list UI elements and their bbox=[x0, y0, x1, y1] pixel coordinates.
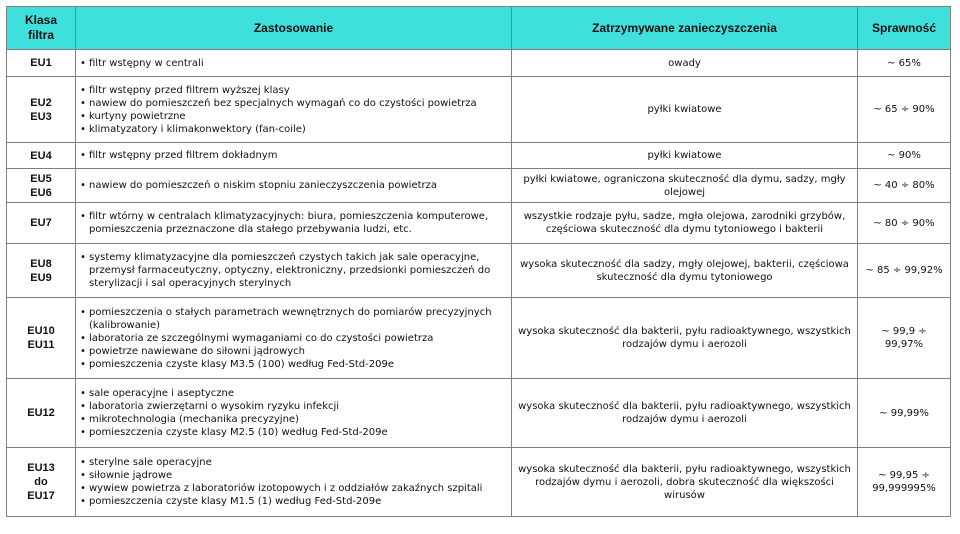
header-zastosowanie: Zastosowanie bbox=[76, 7, 512, 50]
pollutants-cell: pyłki kwiatowe bbox=[512, 143, 858, 169]
filter-class-label: EU5 bbox=[30, 172, 52, 185]
application-item: • powietrze nawiewane do siłowni jądrowych bbox=[79, 345, 508, 358]
filter-class-cell bbox=[7, 203, 76, 244]
pollutants-cell: wysoka skuteczność dla bakterii, pyłu radioaktywnego, wszystkich rodzajów dymu i aerozoli, dobra skuteczność dla większości wirusów bbox=[512, 448, 858, 517]
filter-class-label: EU10 bbox=[27, 325, 55, 337]
application-item: • filtr wstępny przed filtrem wyższej klasy bbox=[79, 84, 508, 97]
application-item: • pomieszczenia czyste klasy M1.5 (1) według Fed-Std-209e bbox=[79, 495, 508, 508]
filter-class-label: EU3 bbox=[30, 110, 52, 123]
application-item: • laboratoria zwierzętarni o wysokim ryzyku infekcji bbox=[79, 400, 508, 413]
filter-class-label: EU8 bbox=[30, 257, 52, 270]
table-row bbox=[7, 203, 951, 244]
filter-class-cell bbox=[7, 448, 76, 517]
application-list bbox=[79, 179, 508, 192]
filter-class-cell bbox=[7, 298, 76, 379]
efficiency-cell: ~ 85 ÷ 99,92% bbox=[858, 244, 951, 298]
table-row bbox=[7, 448, 951, 517]
application-list bbox=[79, 456, 508, 508]
filter-class-cell bbox=[7, 379, 76, 448]
application-item: • sale operacyjne i aseptyczne bbox=[79, 387, 508, 400]
application-item: • wywiew powietrza z laboratoriów izotopowych i z oddziałów zakaźnych szpitali bbox=[79, 482, 508, 495]
filter-class-label: EU17 bbox=[27, 490, 55, 502]
application-item: • filtr wstępny przed filtrem dokładnym bbox=[79, 149, 508, 162]
efficiency-cell: ~ 65% bbox=[858, 50, 951, 77]
header-zanieczyszczenia: Zatrzymywane zanieczyszczenia bbox=[512, 7, 858, 50]
filter-class-table bbox=[6, 6, 951, 517]
application-item: • mikrotechnologia (mechanika precyzyjne) bbox=[79, 413, 508, 426]
filter-class-label: EU6 bbox=[30, 186, 52, 199]
application-item: • laboratoria ze szczególnymi wymaganiami co do czystości powietrza bbox=[79, 332, 508, 345]
efficiency-cell: ~ 99,99% bbox=[858, 379, 951, 448]
application-list bbox=[79, 57, 508, 70]
filter-class-label: EU7 bbox=[30, 217, 52, 229]
pollutants-cell: wszystkie rodzaje pyłu, sadze, mgła olejowa, zarodniki grzybów, częściowa skuteczność dla dymu tytoniowego i bakterii bbox=[512, 203, 858, 244]
table-row bbox=[7, 379, 951, 448]
application-item: • sterylne sale operacyjne bbox=[79, 456, 508, 469]
header-klasa-line: Klasa bbox=[24, 13, 58, 27]
efficiency-cell: ~ 90% bbox=[858, 143, 951, 169]
pollutants-cell: wysoka skuteczność dla bakterii, pyłu radioaktywnego, wszystkich rodzajów dymu i aerozoli bbox=[512, 379, 858, 448]
application-cell bbox=[76, 169, 512, 203]
filter-class-label: EU11 bbox=[27, 339, 55, 351]
application-cell bbox=[76, 50, 512, 77]
table-row bbox=[7, 77, 951, 143]
application-cell bbox=[76, 77, 512, 143]
application-item: • systemy klimatyzacyjne dla pomieszczeń czystych takich jak sale operacyjne, przemysł farmaceutyczny, optyczny, elektroniczny, przedsionki pomieszczeń do sterylizacji i sal operacyjnych sterylnych bbox=[79, 251, 508, 290]
pollutants-cell: wysoka skuteczność dla sadzy, mgły olejowej, bakterii, częściowa skuteczność dla dymu tytoniowego bbox=[512, 244, 858, 298]
application-item: • pomieszczenia o stałych parametrach wewnętrznych do pomiarów precyzyjnych (kalibrowanie) bbox=[79, 306, 508, 332]
efficiency-cell: ~ 80 ÷ 90% bbox=[858, 203, 951, 244]
header-klasa-line: filtra bbox=[27, 28, 54, 42]
application-item: • siłownie jądrowe bbox=[79, 469, 508, 482]
application-cell bbox=[76, 448, 512, 517]
filter-class-label: EU12 bbox=[27, 407, 55, 419]
application-item: • nawiew do pomieszczeń bez specjalnych wymagań co do czystości powietrza bbox=[79, 97, 508, 110]
filter-class-label: do bbox=[34, 476, 48, 488]
filter-class-cell bbox=[7, 77, 76, 143]
application-item: • filtr wstępny w centrali bbox=[79, 57, 508, 70]
pollutants-cell: pyłki kwiatowe, ograniczona skuteczność dla dymu, sadzy, mgły olejowej bbox=[512, 169, 858, 203]
application-list bbox=[79, 210, 508, 236]
efficiency-cell: ~ 65 ÷ 90% bbox=[858, 77, 951, 143]
filter-class-label: EU4 bbox=[30, 149, 52, 162]
efficiency-cell: ~ 40 ÷ 80% bbox=[858, 169, 951, 203]
filter-class-label: EU13 bbox=[27, 462, 55, 474]
application-item: • klimatyzatory i klimakonwektory (fan-coile) bbox=[79, 123, 508, 136]
table-row bbox=[7, 169, 951, 203]
application-list bbox=[79, 306, 508, 371]
pollutants-cell: wysoka skuteczność dla bakterii, pyłu radioaktywnego, wszystkich rodzajów dymu i aerozoli bbox=[512, 298, 858, 379]
application-item: • kurtyny powietrzne bbox=[79, 110, 508, 123]
application-item: • pomieszczenia czyste klasy M3.5 (100) według Fed-Std-209e bbox=[79, 358, 508, 371]
header-row bbox=[7, 7, 951, 50]
application-cell bbox=[76, 379, 512, 448]
table-row bbox=[7, 298, 951, 379]
filter-class-cell bbox=[7, 143, 76, 169]
filter-class-label: EU1 bbox=[30, 57, 52, 69]
application-cell bbox=[76, 203, 512, 244]
filter-class-cell bbox=[7, 244, 76, 298]
filter-class-label: EU2 bbox=[30, 96, 52, 109]
application-item: • pomieszczenia czyste klasy M2.5 (10) według Fed-Std-209e bbox=[79, 426, 508, 439]
application-item: • filtr wtórny w centralach klimatyzacyjnych: biura, pomieszczenia komputerowe, pomieszczenia przeznaczone dla stałego przebywania ludzi, etc. bbox=[79, 210, 508, 236]
pollutants-cell: owady bbox=[512, 50, 858, 77]
efficiency-cell: ~ 99,95 ÷ 99,999995% bbox=[858, 448, 951, 517]
pollutants-cell: pyłki kwiatowe bbox=[512, 77, 858, 143]
header-sprawnosc: Sprawność bbox=[858, 7, 951, 50]
table-row bbox=[7, 143, 951, 169]
application-list bbox=[79, 149, 508, 162]
filter-class-cell bbox=[7, 169, 76, 203]
table-row bbox=[7, 244, 951, 298]
application-cell bbox=[76, 143, 512, 169]
application-cell bbox=[76, 298, 512, 379]
filter-class-label: EU9 bbox=[30, 271, 52, 284]
application-list bbox=[79, 251, 508, 290]
application-list bbox=[79, 387, 508, 439]
efficiency-cell: ~ 99,9 ÷ 99,97% bbox=[858, 298, 951, 379]
table-row bbox=[7, 50, 951, 77]
header-klasa bbox=[7, 7, 76, 50]
application-item: • nawiew do pomieszczeń o niskim stopniu zanieczyszczenia powietrza bbox=[79, 179, 508, 192]
application-cell bbox=[76, 244, 512, 298]
filter-class-cell bbox=[7, 50, 76, 77]
application-list bbox=[79, 84, 508, 136]
